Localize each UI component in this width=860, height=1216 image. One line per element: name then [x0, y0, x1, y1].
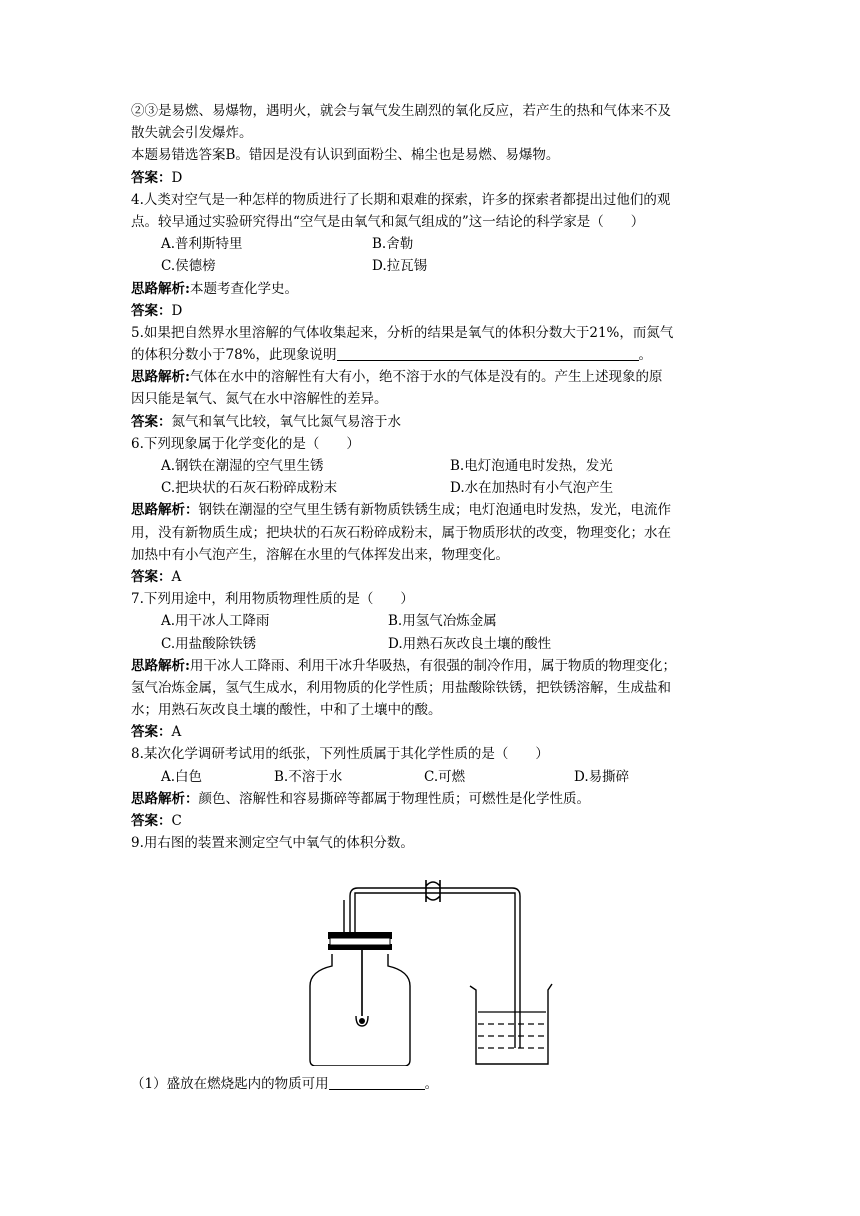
option: C.把块状的石灰石粉碎成粉末 [161, 480, 338, 497]
answer-blank [337, 346, 639, 361]
clamp-icon [426, 880, 440, 902]
option: A.用干冰人工降雨 [161, 613, 270, 630]
q6-analysis: 加热中有小气泡产生，溶解在水里的气体挥发出来，物理变化。 [131, 546, 509, 563]
q8-stem: 8.某次化学调研考试用的纸张，下列性质属于其化学性质的是（ ） [131, 746, 549, 763]
option: B.电灯泡通电时发热，发光 [450, 458, 613, 474]
option: C.侯德榜 [161, 258, 216, 275]
document-page [131, 100, 731, 854]
q4-stem: 点。较早通过实验研究得出“空气是由氧气和氮气组成的”这一结论的科学家是（ ） [131, 213, 645, 230]
answer-q5 [131, 411, 731, 433]
q4-options-row [131, 233, 731, 255]
glass-tube [350, 888, 520, 1048]
answer-value: D [171, 302, 183, 319]
option: C.用盐酸除铁锈 [161, 635, 257, 652]
answer-label: 答案： [131, 169, 172, 186]
q5-analysis: 思路解析:气体在水中的溶解性有大有小，绝不溶于水的气体是没有的。产生上述现象的原 [131, 369, 663, 386]
option: B.用氢气冶炼金属 [388, 613, 497, 630]
analysis-label: 思路解析： [131, 502, 199, 519]
option: A.白色 [161, 768, 203, 785]
q7-analysis: 思路解析:用干冰人工降雨、利用干冰升华吸热，有很强的制冷作用，属于物质的物理变化； [131, 657, 676, 674]
answer-value: A [171, 724, 182, 741]
q6-analysis: 用，没有新物质生成；把块状的石灰石粉碎成粉末，属于物质形状的改变，物理变化；水在 [131, 524, 671, 541]
analysis-label: 思路解析: [131, 657, 190, 674]
answer-q6 [131, 566, 731, 588]
answer-label: 答案： [131, 724, 172, 741]
q8-options-row [131, 766, 731, 788]
q6-options-row [131, 477, 731, 499]
answer-q7 [131, 721, 731, 743]
analysis-label: 思路解析: [131, 280, 190, 297]
option: C.可燃 [424, 768, 466, 785]
combustion-spoon [344, 900, 368, 1026]
q4-options-row [131, 255, 731, 277]
analysis-label: 思路解析： [131, 790, 199, 807]
text-line: 本题易错选答案B。错因是没有认识到面粉尘、棉尘也是易燃、易爆物。 [131, 147, 560, 164]
q9-stem: 9.用右图的装置来测定空气中氧气的体积分数。 [131, 835, 414, 852]
water [478, 1012, 546, 1048]
answer-value: 氮气和氧气比较，氧气比氮气易溶于水 [171, 413, 401, 430]
apparatus-diagram [280, 876, 580, 1066]
bottle [310, 954, 410, 1066]
q6-analysis: 思路解析：钢铁在潮湿的空气里生锈有新物质铁锈生成；电灯泡通电时发热，发光，电流作 [131, 502, 671, 519]
q7-options-row [131, 633, 731, 655]
answer-value: C [171, 813, 182, 829]
q7-analysis: 氢气冶炼金属，氢气生成水，利用物质的化学性质；用盐酸除铁锈，把铁锈溶解，生成盐和 [131, 679, 671, 696]
option: D.水在加热时有小气泡产生 [450, 480, 614, 497]
answer-label: 答案： [131, 568, 172, 585]
option: D.用熟石灰改良土壤的酸性 [388, 635, 552, 652]
option: D.易撕碎 [574, 768, 630, 785]
text-line: ②③是易燃、易爆物，遇明火，就会与氧气发生剧烈的氧化反应，若产生的热和气体来不及 [131, 103, 671, 119]
option: B.不溶于水 [274, 768, 343, 785]
option: A.钢铁在潮湿的空气里生锈 [161, 458, 324, 474]
option: B.舍勒 [372, 236, 414, 253]
answer-q3 [131, 167, 731, 189]
q5-stem: 的体积分数小于78%，此现象说明 。 [131, 347, 653, 364]
answer-blank [329, 1075, 425, 1090]
q4-analysis: 思路解析:本题考查化学史。 [131, 280, 298, 297]
answer-label: 答案： [131, 813, 172, 829]
option: D.拉瓦锡 [372, 258, 428, 275]
q5-analysis: 因只能是氧气、氮气在水中溶解性的差异。 [131, 391, 388, 408]
q7-analysis: 水；用熟石灰改良土壤的酸性，中和了土壤中的酸。 [131, 702, 442, 719]
glass-tube-inner [355, 893, 515, 1048]
text-line: 散失就会引发爆炸。 [131, 125, 253, 142]
q6-stem: 6.下列现象属于化学变化的是（ ） [131, 435, 360, 452]
answer-value: A [171, 568, 182, 585]
q7-stem: 7.下列用途中，利用物质物理性质的是（ ） [131, 591, 414, 608]
q8-analysis: 思路解析：颜色、溶解性和容易撕碎等都属于物理性质；可燃性是化学性质。 [131, 790, 590, 807]
q7-options-row [131, 610, 731, 632]
q5-stem: 5.如果把自然界水里溶解的气体收集起来，分析的结果是氧气的体积分数大于21%，而氮气 [131, 324, 674, 341]
q4-stem: 4.人类对空气是一种怎样的物质进行了长期和艰难的探索，许多的探索者都提出过他们的观 [131, 191, 671, 208]
spoon-contents [359, 1018, 365, 1024]
q6-options-row [131, 455, 731, 477]
analysis-label: 思路解析: [131, 369, 190, 386]
q9-sub1: （1）盛放在燃烧匙内的物质可用 。 [131, 1076, 439, 1092]
answer-q8 [131, 810, 731, 832]
answer-q4 [131, 300, 731, 322]
option: A.普利斯特里 [161, 236, 243, 253]
answer-label: 答案： [131, 413, 172, 430]
answer-label: 答案： [131, 302, 172, 319]
answer-value: D [171, 169, 183, 186]
